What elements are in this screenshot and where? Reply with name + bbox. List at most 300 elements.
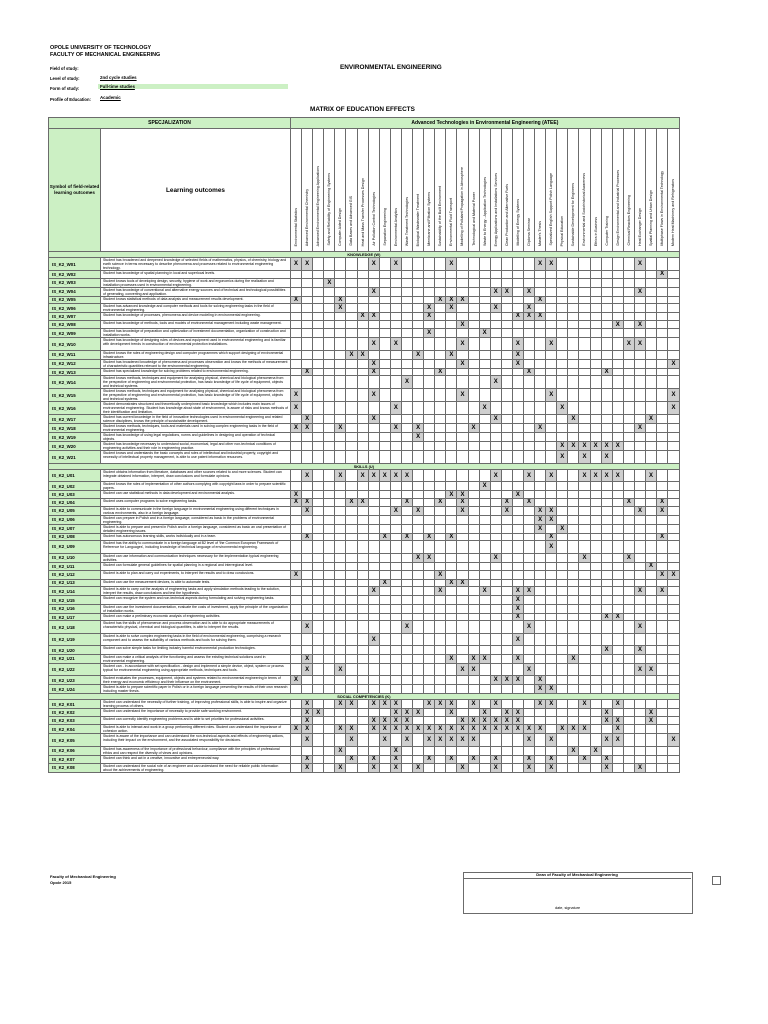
empty-cell: [634, 716, 645, 725]
empty-cell: [646, 350, 657, 359]
empty-cell: [612, 278, 623, 287]
empty-cell: [546, 524, 557, 533]
empty-cell: [535, 763, 546, 772]
outcome-description: Student is aware of the importance and can understand the non-technical aspects and effects of engineering actions, including their impact on the environment, and the associated responsibility for decisions.: [101, 734, 291, 747]
empty-cell: [346, 258, 357, 271]
empty-cell: [435, 515, 446, 524]
empty-cell: [634, 415, 645, 424]
empty-cell: [512, 621, 523, 634]
empty-cell: [302, 579, 313, 587]
empty-cell: [601, 296, 612, 304]
empty-cell: [479, 359, 490, 368]
mark-cell: X: [302, 709, 313, 717]
empty-cell: [379, 451, 390, 464]
empty-cell: [623, 716, 634, 725]
outcome-description: Student has knowledge of conventional and alternative energy sources and of technical and technological possibilities of generating, converting and application.: [101, 287, 291, 296]
empty-cell: [590, 709, 601, 717]
empty-cell: [634, 402, 645, 415]
empty-cell: [512, 533, 523, 541]
section-title: SKILLS (U): [49, 463, 680, 469]
empty-cell: [601, 498, 612, 506]
empty-cell: [424, 676, 435, 685]
empty-cell: [413, 491, 424, 499]
empty-cell: [490, 506, 501, 515]
empty-cell: [401, 755, 412, 763]
empty-cell: [634, 433, 645, 442]
empty-cell: [413, 663, 424, 676]
outcome-row: [49, 469, 680, 482]
mark-cell: X: [657, 571, 668, 580]
empty-cell: [446, 271, 457, 279]
empty-cell: [590, 654, 601, 663]
empty-cell: [313, 506, 324, 515]
empty-cell: [313, 553, 324, 562]
empty-cell: [479, 676, 490, 685]
empty-cell: [657, 424, 668, 433]
empty-cell: [390, 313, 401, 321]
empty-cell: [535, 451, 546, 464]
outcome-description: Student knows statistical methods of data analysis and measurement results development.: [101, 296, 291, 304]
empty-cell: [557, 515, 568, 524]
empty-cell: [623, 515, 634, 524]
course-name: Environmental and Sociohistorical Awareness: [582, 173, 587, 246]
mark-cell: X: [579, 755, 590, 763]
mark-cell: X: [546, 506, 557, 515]
empty-cell: [401, 604, 412, 613]
empty-cell: [501, 755, 512, 763]
course-column-header: [535, 129, 546, 252]
empty-cell: [612, 329, 623, 338]
empty-cell: [535, 533, 546, 541]
mark-cell: X: [291, 571, 302, 580]
empty-cell: [634, 700, 645, 709]
empty-cell: [324, 579, 335, 587]
mark-cell: X: [490, 553, 501, 562]
empty-cell: [579, 320, 590, 329]
mark-cell: X: [601, 709, 612, 717]
mark-cell: X: [335, 304, 346, 313]
empty-cell: [457, 368, 468, 376]
mark-cell: X: [357, 498, 368, 506]
footer-place: Opole 2015: [50, 880, 72, 885]
empty-cell: [446, 424, 457, 433]
empty-cell: [346, 562, 357, 571]
empty-cell: [612, 746, 623, 755]
empty-cell: [523, 646, 534, 655]
empty-cell: [401, 506, 412, 515]
mark-cell: X: [390, 755, 401, 763]
empty-cell: [357, 763, 368, 772]
empty-cell: [646, 755, 657, 763]
empty-cell: [634, 709, 645, 717]
empty-cell: [379, 287, 390, 296]
empty-cell: [401, 329, 412, 338]
mark-cell: X: [646, 415, 657, 424]
empty-cell: [601, 491, 612, 499]
empty-cell: [401, 515, 412, 524]
empty-cell: [368, 491, 379, 499]
mark-cell: X: [512, 613, 523, 621]
empty-cell: [601, 571, 612, 580]
empty-cell: [557, 571, 568, 580]
empty-cell: [601, 621, 612, 634]
mark-cell: X: [413, 424, 424, 433]
mark-cell: X: [446, 491, 457, 499]
empty-cell: [468, 469, 479, 482]
section-title: SOCIAL COMPETENCIES (K): [49, 694, 680, 700]
empty-cell: [523, 515, 534, 524]
empty-cell: [424, 359, 435, 368]
empty-cell: [668, 654, 680, 663]
empty-cell: [568, 604, 579, 613]
empty-cell: [435, 654, 446, 663]
empty-cell: [512, 562, 523, 571]
empty-cell: [435, 433, 446, 442]
outcome-code: IS_K2_U05: [49, 506, 101, 515]
mark-cell: X: [457, 320, 468, 329]
empty-cell: [501, 734, 512, 747]
empty-cell: [490, 402, 501, 415]
empty-cell: [579, 524, 590, 533]
outcome-row: [49, 596, 680, 605]
empty-cell: [291, 313, 302, 321]
course-name: Technological and Material Power: [471, 192, 476, 246]
outcome-code: IS_K2_K02: [49, 709, 101, 717]
empty-cell: [557, 700, 568, 709]
empty-cell: [468, 415, 479, 424]
empty-cell: [435, 541, 446, 554]
empty-cell: [490, 746, 501, 755]
empty-cell: [668, 424, 680, 433]
empty-cell: [446, 338, 457, 351]
empty-cell: [313, 469, 324, 482]
course-column-header: [523, 129, 534, 252]
empty-cell: [368, 271, 379, 279]
outcome-code: IS_K2_W14: [49, 376, 101, 389]
empty-cell: [357, 621, 368, 634]
empty-cell: [601, 287, 612, 296]
empty-cell: [368, 676, 379, 685]
empty-cell: [291, 451, 302, 464]
outcome-code: IS_K2_W20: [49, 442, 101, 451]
empty-cell: [623, 734, 634, 747]
profile-value: Academic: [100, 95, 121, 100]
empty-cell: [590, 621, 601, 634]
mark-cell: X: [535, 424, 546, 433]
mark-cell: X: [413, 350, 424, 359]
empty-cell: [324, 271, 335, 279]
empty-cell: [468, 278, 479, 287]
empty-cell: [346, 571, 357, 580]
empty-cell: [546, 663, 557, 676]
empty-cell: [623, 368, 634, 376]
empty-cell: [646, 389, 657, 402]
empty-cell: [634, 350, 645, 359]
outcome-code: IS_K2_W07: [49, 313, 101, 321]
empty-cell: [346, 415, 357, 424]
specialization-value: Advanced Technologies in Environmental Engineering (ATEE): [291, 118, 680, 129]
empty-cell: [390, 604, 401, 613]
mark-cell: X: [468, 755, 479, 763]
empty-cell: [546, 654, 557, 663]
mark-cell: X: [634, 258, 645, 271]
empty-cell: [657, 329, 668, 338]
course-column-header: [435, 129, 446, 252]
empty-cell: [612, 553, 623, 562]
outcome-description: Student can understand the importance of necessity to provide safe working environment.: [101, 709, 291, 717]
course-name: Separation Engineering: [382, 208, 387, 246]
empty-cell: [634, 278, 645, 287]
empty-cell: [646, 725, 657, 734]
empty-cell: [490, 579, 501, 587]
empty-cell: [568, 304, 579, 313]
empty-cell: [657, 442, 668, 451]
empty-cell: [634, 304, 645, 313]
empty-cell: [490, 709, 501, 717]
course-column-header: [346, 129, 357, 252]
empty-cell: [302, 524, 313, 533]
empty-cell: [568, 482, 579, 491]
empty-cell: [346, 296, 357, 304]
empty-cell: [368, 433, 379, 442]
empty-cell: [523, 746, 534, 755]
mark-cell: X: [390, 469, 401, 482]
empty-cell: [590, 491, 601, 499]
empty-cell: [501, 763, 512, 772]
empty-cell: [390, 442, 401, 451]
empty-cell: [424, 338, 435, 351]
empty-cell: [401, 304, 412, 313]
empty-cell: [379, 709, 390, 717]
empty-cell: [335, 709, 346, 717]
mark-cell: X: [646, 709, 657, 717]
empty-cell: [302, 402, 313, 415]
empty-cell: [623, 451, 634, 464]
empty-cell: [590, 482, 601, 491]
empty-cell: [634, 596, 645, 605]
empty-cell: [623, 524, 634, 533]
empty-cell: [357, 389, 368, 402]
empty-cell: [302, 613, 313, 621]
empty-cell: [601, 304, 612, 313]
empty-cell: [390, 613, 401, 621]
mark-cell: X: [390, 746, 401, 755]
empty-cell: [634, 524, 645, 533]
empty-cell: [579, 533, 590, 541]
empty-cell: [668, 646, 680, 655]
empty-cell: [401, 613, 412, 621]
empty-cell: [646, 633, 657, 646]
empty-cell: [313, 763, 324, 772]
course-column-header: [302, 129, 313, 252]
outcome-code: IS_K2_W01: [49, 258, 101, 271]
mark-cell: X: [568, 415, 579, 424]
empty-cell: [590, 313, 601, 321]
empty-cell: [657, 320, 668, 329]
empty-cell: [535, 734, 546, 747]
empty-cell: [612, 524, 623, 533]
outcome-code: IS_K2_U14: [49, 587, 101, 596]
empty-cell: [335, 320, 346, 329]
empty-cell: [623, 320, 634, 329]
empty-cell: [668, 350, 680, 359]
empty-cell: [546, 433, 557, 442]
empty-cell: [357, 579, 368, 587]
empty-cell: [324, 541, 335, 554]
empty-cell: [446, 329, 457, 338]
empty-cell: [435, 287, 446, 296]
empty-cell: [479, 646, 490, 655]
empty-cell: [501, 700, 512, 709]
empty-cell: [634, 553, 645, 562]
empty-cell: [346, 368, 357, 376]
empty-cell: [435, 320, 446, 329]
empty-cell: [401, 258, 412, 271]
outcome-row: [49, 654, 680, 663]
empty-cell: [457, 596, 468, 605]
mark-cell: X: [335, 763, 346, 772]
footer-faculty: Faculty of Mechanical Engineering: [50, 874, 116, 879]
empty-cell: [501, 571, 512, 580]
empty-cell: [557, 424, 568, 433]
empty-cell: [291, 376, 302, 389]
empty-cell: [346, 469, 357, 482]
empty-cell: [512, 515, 523, 524]
empty-cell: [612, 368, 623, 376]
course-name: Specialized English Support Polish Language: [549, 173, 554, 246]
empty-cell: [657, 451, 668, 464]
empty-cell: [335, 562, 346, 571]
mark-cell: X: [457, 359, 468, 368]
empty-cell: [668, 763, 680, 772]
empty-cell: [579, 498, 590, 506]
empty-cell: [523, 506, 534, 515]
empty-cell: [557, 469, 568, 482]
empty-cell: [657, 296, 668, 304]
empty-cell: [346, 604, 357, 613]
empty-cell: [368, 515, 379, 524]
mark-cell: X: [579, 725, 590, 734]
empty-cell: [413, 442, 424, 451]
empty-cell: [568, 633, 579, 646]
course-name: Advanced Environmental Engineering Applications: [316, 165, 321, 246]
empty-cell: [457, 700, 468, 709]
empty-cell: [623, 633, 634, 646]
empty-cell: [646, 654, 657, 663]
empty-cell: [568, 571, 579, 580]
empty-cell: [523, 524, 534, 533]
empty-cell: [357, 433, 368, 442]
empty-cell: [379, 562, 390, 571]
course-name: Membrane and Filtration Systems: [427, 192, 432, 246]
mark-cell: X: [335, 296, 346, 304]
empty-cell: [490, 663, 501, 676]
course-column-header: [546, 129, 557, 252]
empty-cell: [612, 685, 623, 694]
empty-cell: [379, 524, 390, 533]
empty-cell: [446, 763, 457, 772]
empty-cell: [401, 700, 412, 709]
mark-cell: X: [424, 313, 435, 321]
empty-cell: [479, 571, 490, 580]
outcome-description: Student has knowledge of methods, tools and models of environmental management including waste management.: [101, 320, 291, 329]
empty-cell: [623, 613, 634, 621]
empty-cell: [557, 287, 568, 296]
mark-cell: X: [479, 709, 490, 717]
empty-cell: [557, 621, 568, 634]
mark-cell: X: [313, 709, 324, 717]
empty-cell: [523, 571, 534, 580]
empty-cell: [413, 469, 424, 482]
empty-cell: [368, 296, 379, 304]
empty-cell: [479, 685, 490, 694]
empty-cell: [368, 278, 379, 287]
empty-cell: [612, 541, 623, 554]
empty-cell: [401, 338, 412, 351]
empty-cell: [557, 258, 568, 271]
outcome-row: [49, 709, 680, 717]
mark-cell: X: [523, 734, 534, 747]
empty-cell: [557, 716, 568, 725]
empty-cell: [490, 313, 501, 321]
empty-cell: [368, 350, 379, 359]
empty-cell: [512, 746, 523, 755]
mark-cell: X: [523, 725, 534, 734]
empty-cell: [623, 587, 634, 596]
empty-cell: [390, 433, 401, 442]
outcome-description: Student can use statistical methods in data development and environmental analysis.: [101, 491, 291, 499]
outcome-code: IS_K2_W09: [49, 329, 101, 338]
empty-cell: [546, 604, 557, 613]
mark-cell: X: [424, 553, 435, 562]
empty-cell: [368, 596, 379, 605]
course-name: Design Environmental and Industrial Processes: [615, 170, 620, 246]
empty-cell: [623, 442, 634, 451]
empty-cell: [523, 389, 534, 402]
empty-cell: [424, 258, 435, 271]
empty-cell: [424, 763, 435, 772]
outcome-code: IS_K2_U01: [49, 469, 101, 482]
empty-cell: [368, 562, 379, 571]
empty-cell: [435, 553, 446, 562]
mark-cell: X: [601, 734, 612, 747]
empty-cell: [568, 734, 579, 747]
outcome-row: [49, 320, 680, 329]
empty-cell: [668, 491, 680, 499]
empty-cell: [568, 506, 579, 515]
mark-cell: X: [634, 506, 645, 515]
empty-cell: [291, 755, 302, 763]
mark-cell: X: [490, 415, 501, 424]
empty-cell: [302, 571, 313, 580]
empty-cell: [291, 433, 302, 442]
empty-cell: [535, 498, 546, 506]
empty-cell: [601, 433, 612, 442]
empty-cell: [457, 571, 468, 580]
empty-cell: [490, 433, 501, 442]
empty-cell: [313, 633, 324, 646]
course-column-header: [579, 129, 590, 252]
empty-cell: [435, 424, 446, 433]
empty-cell: [379, 506, 390, 515]
empty-cell: [346, 402, 357, 415]
empty-cell: [546, 442, 557, 451]
empty-cell: [468, 304, 479, 313]
empty-cell: [435, 533, 446, 541]
empty-cell: [579, 506, 590, 515]
empty-cell: [357, 359, 368, 368]
empty-cell: [324, 562, 335, 571]
